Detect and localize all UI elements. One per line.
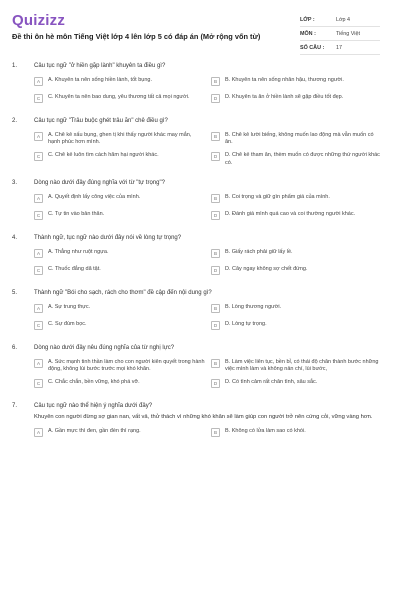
answer-option-c[interactable]	[34, 263, 211, 280]
question-header	[12, 62, 388, 70]
option-letter-box: A	[34, 428, 43, 437]
option-text: D. Khuyên ta ăn ở hiền lành sẽ gặp điều tốt đẹp.	[225, 94, 344, 100]
option-text: A. Thẳng như ruột ngựa.	[48, 248, 109, 255]
option-letter-box: B	[211, 304, 220, 313]
question-text: Câu tục ngữ nào thể hiện ý nghĩa dưới đây?	[34, 403, 153, 410]
question-number: 1.	[12, 63, 18, 69]
option-letter-box: D	[211, 211, 220, 220]
option-letter-box: C	[34, 379, 43, 388]
question-7	[12, 402, 388, 442]
worksheet-header	[12, 0, 388, 62]
question-3	[12, 179, 388, 225]
question-number: 5.	[12, 289, 18, 296]
option-text: A. Khuyên ta nên sống hiền lành, tốt bụng.	[48, 77, 152, 83]
meta-key: LỚP :	[300, 16, 315, 23]
answer-option-b[interactable]	[211, 246, 388, 263]
option-letter-box: A	[34, 194, 43, 203]
question-text: Dòng nào dưới đây đúng nghĩa với từ "tự trọng"?	[34, 179, 165, 186]
option-text: B. Khuyên ta nên sống nhân hậu, thương người.	[225, 77, 344, 83]
question-6	[12, 344, 388, 393]
question-list	[12, 62, 388, 442]
answer-option-a[interactable]	[34, 301, 211, 318]
option-letter-box: A	[34, 359, 43, 368]
answer-option-d[interactable]	[211, 318, 388, 335]
option-text: B. Coi trọng và giữ gìn phẩm giá của mình.	[225, 193, 330, 200]
option-letter-box: C	[34, 321, 43, 330]
answer-option-b[interactable]	[211, 74, 388, 91]
question-number: 3.	[12, 179, 18, 186]
option-letter-box: B	[211, 194, 220, 203]
answer-option-d[interactable]	[211, 263, 388, 280]
option-letter-box: D	[211, 379, 220, 388]
answer-option-b[interactable]	[211, 425, 388, 442]
answer-option-b[interactable]	[211, 191, 388, 208]
answer-options	[12, 425, 388, 442]
meta-row-count	[300, 41, 380, 55]
option-text: C. Chê kẻ luôn tìm cách hãm hại người khác.	[48, 152, 159, 159]
option-text: A. Sức mạnh tinh thần làm cho con người kiên quyết trong hành động, không lùi bước trước mọi khó khăn.	[48, 358, 205, 373]
answer-option-c[interactable]	[34, 318, 211, 335]
question-text: Dòng nào dưới đây nêu đúng nghĩa của từ nghị lực?	[34, 344, 175, 351]
answer-option-a[interactable]	[34, 425, 211, 442]
option-text: A. Sự trung thực.	[48, 303, 91, 310]
question-header	[12, 289, 388, 297]
question-5	[12, 289, 388, 335]
option-letter-box: B	[211, 249, 220, 258]
answer-options	[12, 246, 388, 280]
option-text: D. Lòng tự trọng.	[225, 320, 267, 327]
option-text: C. Thuốc đắng dã tật.	[48, 265, 101, 272]
option-text: A. Quyết định lấy công việc của mình.	[48, 193, 141, 200]
question-header	[12, 234, 388, 242]
answer-options	[12, 301, 388, 335]
option-letter-box: A	[34, 304, 43, 313]
option-text: D. Cây ngay không sợ chết đứng.	[225, 265, 308, 272]
answer-options	[12, 191, 388, 225]
answer-option-d[interactable]	[211, 91, 388, 108]
option-text: A. Gần mực thì đen, gần đèn thì rạng.	[48, 428, 141, 435]
question-number: 7.	[12, 403, 18, 410]
option-letter-box: D	[211, 152, 220, 161]
worksheet-title: Đề thi ôn hè môn Tiếng Việt lớp 4 lên lớp 5 có đáp án (Mở rộng vốn từ)	[12, 32, 261, 41]
option-text: B. Làm việc liên tục, bền bỉ, có thái độ chăn thành bước những việc mình làm và không nản chí, lùi bước,	[225, 358, 379, 373]
option-text: B. Lòng thương người.	[225, 303, 282, 310]
option-letter-box: C	[34, 266, 43, 275]
option-text: B. Chê kẻ lười biếng, không muốn lao động mà vẫn muốn có ăn.	[225, 132, 374, 146]
answer-option-b[interactable]	[211, 356, 388, 376]
meta-value: Lớp 4	[336, 16, 351, 23]
question-1	[12, 62, 388, 108]
option-text: A. Chê kẻ xấu bụng, ghen tị khi thấy người khác may mắn, hạnh phúc hơn mình.	[48, 132, 192, 146]
question-text: Câu tục ngữ "ở hiền gặp lành" khuyên ta điều gì?	[34, 63, 166, 69]
option-letter-box: B	[211, 359, 220, 368]
option-text: D. Đánh giá mình quá cao và coi thường người khác.	[225, 210, 356, 217]
question-number: 2.	[12, 118, 18, 124]
answer-options	[12, 129, 388, 170]
option-text: C. Tự tin vào bản thân.	[48, 210, 105, 217]
meta-key: SỐ CÂU :	[300, 44, 325, 51]
option-text: C. Sự đùm bọc.	[48, 320, 87, 327]
question-2	[12, 117, 388, 170]
option-text: C. Chắc chắn, bền vững, khó phá vỡ.	[48, 379, 140, 386]
question-4	[12, 234, 388, 280]
answer-option-c[interactable]	[34, 208, 211, 225]
answer-option-a[interactable]	[34, 129, 211, 149]
answer-option-d[interactable]	[211, 376, 388, 393]
option-letter-box: C	[34, 94, 43, 103]
option-letter-box: B	[211, 77, 220, 86]
quizizz-logo: Quizizz	[12, 12, 66, 29]
question-header	[12, 344, 388, 352]
option-text: B. Không có lửa làm sao có khói.	[225, 428, 306, 435]
answer-options	[12, 356, 388, 393]
option-letter-box: C	[34, 152, 43, 161]
option-letter-box: C	[34, 211, 43, 220]
option-text: D. Chê kẻ tham ăn, thèm muốn có được những thứ người khác có.	[225, 152, 380, 166]
option-letter-box: A	[34, 77, 43, 86]
question-header	[12, 117, 388, 125]
answer-option-a[interactable]	[34, 246, 211, 263]
answer-option-d[interactable]	[211, 208, 388, 225]
answer-option-c[interactable]	[34, 91, 211, 108]
question-header	[12, 402, 388, 410]
meta-row-subject	[300, 27, 380, 41]
question-text: Câu tục ngữ "Trâu buộc ghét trâu ăn" chê điều gì?	[34, 118, 168, 124]
option-letter-box: A	[34, 249, 43, 258]
question-text: Thành ngữ "Bói cho sạch, rách cho thơm" đề cập đến nội dung gì?	[34, 289, 212, 296]
worksheet-meta	[300, 13, 380, 55]
option-text: C. Khuyên ta nên bao dung, yêu thương tất cả mọi người.	[48, 94, 190, 100]
option-text: D. Có tình cảm rất chân tình, sâu sắc.	[225, 379, 318, 386]
answer-option-c[interactable]	[34, 149, 211, 169]
answer-option-a[interactable]	[34, 191, 211, 208]
option-letter-box: B	[211, 428, 220, 437]
meta-key: MÔN :	[300, 30, 316, 37]
answer-option-b[interactable]	[211, 129, 388, 149]
question-number: 6.	[12, 344, 18, 351]
option-letter-box: D	[211, 94, 220, 103]
option-letter-box: B	[211, 132, 220, 141]
answer-option-b[interactable]	[211, 301, 388, 318]
question-number: 4.	[12, 234, 18, 241]
question-header	[12, 179, 388, 187]
answer-option-d[interactable]	[211, 149, 388, 169]
answer-option-c[interactable]	[34, 376, 211, 393]
meta-value: Tiếng Việt	[336, 30, 360, 37]
question-text: Thành ngữ, tục ngữ nào dưới đây nói về lòng tự trọng?	[34, 234, 182, 241]
option-letter-box: D	[211, 321, 220, 330]
option-letter-box: A	[34, 132, 43, 141]
answer-option-a[interactable]	[34, 74, 211, 91]
meta-value: 17	[336, 44, 342, 51]
answer-option-a[interactable]	[34, 356, 211, 376]
answer-options	[12, 74, 388, 108]
question-intro: Khuyên con người đừng sợ gian nan, vất vả, thử thách vì những khó khăn sẽ làm giúp con người trở nên cứng cỏi, vững vàng hơn.	[34, 414, 373, 421]
meta-row-grade	[300, 13, 380, 27]
option-text: B. Giấy rách phải giữ lấy lề.	[225, 248, 293, 255]
option-letter-box: D	[211, 266, 220, 275]
